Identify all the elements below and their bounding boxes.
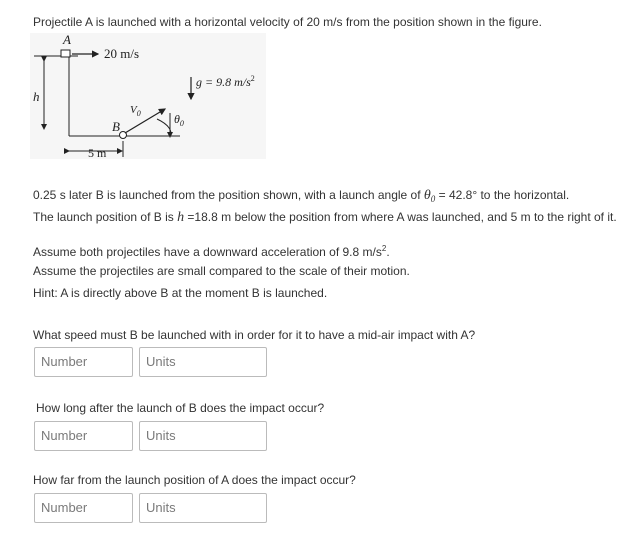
time-number-input[interactable]: Number bbox=[34, 421, 133, 451]
distance-label: 5 m bbox=[88, 146, 107, 159]
question-time: How long after the launch of B does the impact occur? bbox=[36, 401, 325, 415]
gravity-label: g = 9.8 $m/s^2$ bbox=[196, 74, 255, 89]
velocity-b-label: $V_0$ bbox=[130, 104, 141, 118]
distance-number-input[interactable]: Number bbox=[34, 493, 133, 523]
launch-angle-line: 0.25 s later B is launched from the position shown, with a launch angle of $\theta_0 = 42.8^\circ$ to the horizontal. bbox=[33, 188, 570, 204]
speed-number-input[interactable]: Number bbox=[34, 347, 133, 377]
figure-diagram bbox=[30, 33, 266, 159]
hint-text: Hint: A is directly above B at the moment B is launched. bbox=[33, 286, 328, 300]
distance-units-select[interactable]: Units bbox=[139, 493, 267, 523]
launch-position-line: The launch position of B is h =18.8 m below the position from where A was launched, and 5 m to the right of it. bbox=[33, 210, 617, 225]
time-units-select[interactable]: Units bbox=[139, 421, 267, 451]
angle-label: $\theta_0$ bbox=[174, 112, 184, 128]
projectile-a bbox=[61, 50, 70, 57]
assumption-acceleration: Assume both projectiles have a downward acceleration of 9.8 $m/s^2$. bbox=[33, 244, 390, 259]
label-a: A bbox=[63, 33, 71, 47]
label-h: h bbox=[33, 89, 40, 104]
velocity-a-label: 20 m/s bbox=[104, 46, 140, 61]
assumption-size: Assume the projectiles are small compared to the scale of their motion. bbox=[33, 264, 410, 278]
question-speed: What speed must B be launched with in order for it to have a mid-air impact with A? bbox=[33, 328, 476, 342]
projectile-figure bbox=[30, 33, 266, 159]
problem-intro: Projectile A is launched with a horizontal velocity of 20 m/s from the position shown in the figure. bbox=[33, 15, 542, 29]
speed-units-select[interactable]: Units bbox=[139, 347, 267, 377]
label-b: B bbox=[112, 119, 120, 134]
question-distance: How far from the launch position of A does the impact occur? bbox=[33, 473, 356, 487]
